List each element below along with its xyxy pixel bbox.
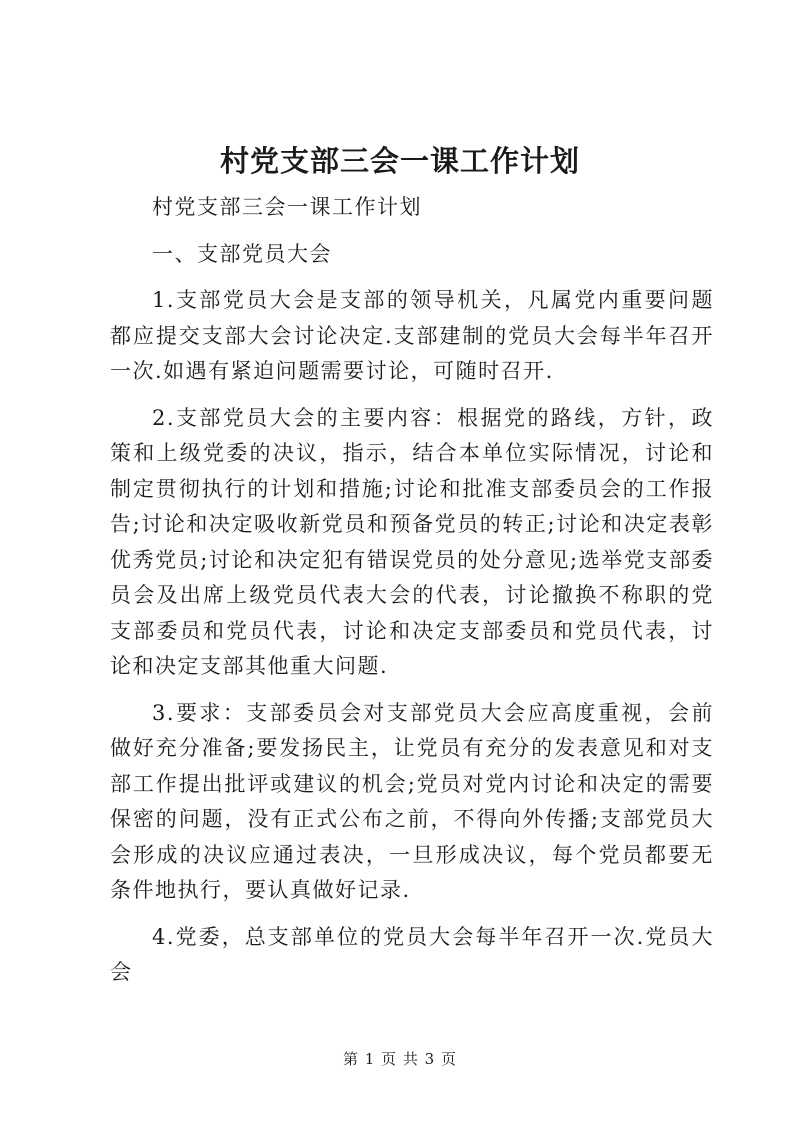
paragraph: 1.支部党员大会是支部的领导机关，凡属党内重要问题都应提交支部大会讨论决定.支部建制的党员大会每半年召开一次.如遇有紧迫问题需要讨论，可随时召开.	[110, 288, 714, 383]
paragraph: 2.支部党员大会的主要内容：根据党的路线，方针，政策和上级党委的决议，指示，结合本单位实际情况，讨论和制定贯彻执行的计划和措施;讨论和批准支部委员会的工作报告;讨论和决定吸收新党员和预备党员的转正;讨论和决定表彰优秀党员;讨论和决定犯有错误党员的处分意见;选举党支部委员会及出席上级党员代表大会的代表，讨论撤换不称职的党支部委员和党员代表，讨论和决定支部委员和党员代表，讨论和决定支部其他重大问题.	[110, 405, 714, 678]
document-body	[110, 190, 714, 1002]
section-heading: 一、支部党员大会	[152, 241, 332, 266]
paragraph-subtitle: 村党支部三会一课工作计划	[152, 195, 422, 219]
paragraph: 3.要求：支部委员会对支部党员大会应高度重视，会前做好充分准备;要发扬民主，让党员有充分的发表意见和对支部工作提出批评或建议的机会;党员对党内讨论和决定的需要保密的问题，没有正式公布之前，不得向外传播;支部党员大会形成的决议应通过表决，一旦形成决议，每个党员都要无条件地执行，要认真做好记录.	[110, 700, 714, 902]
document-title: 村党支部三会一课工作计划	[219, 144, 580, 178]
page-number-footer: 第 1 页 共 3 页	[343, 1050, 457, 1068]
paragraph: 4.党委，总支部单位的党员大会每半年召开一次.党员大会	[110, 924, 714, 984]
